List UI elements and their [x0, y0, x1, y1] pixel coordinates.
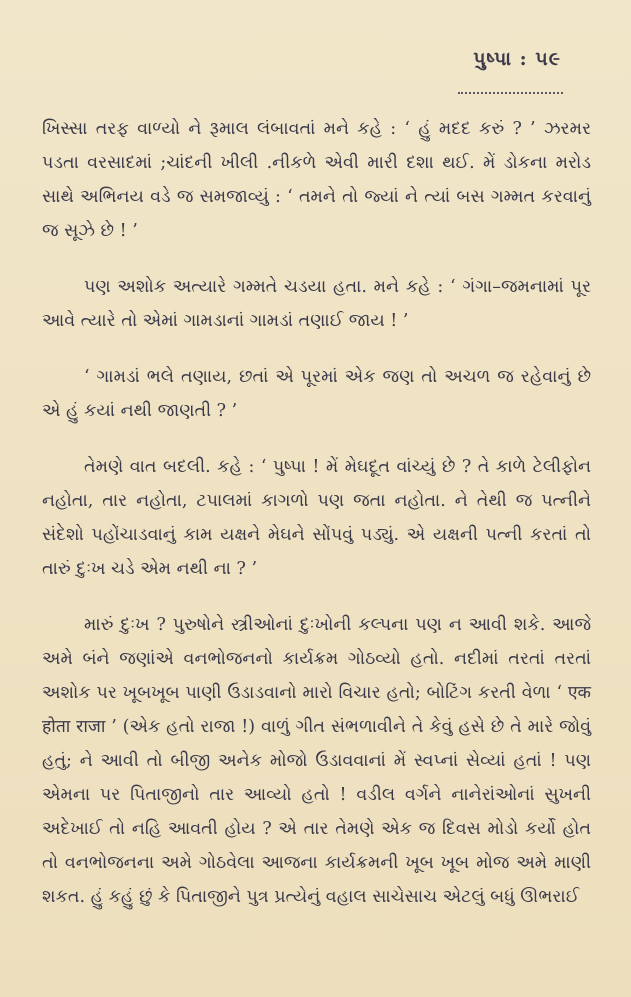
- paragraph-3: ‘ ગામડાં ભલે તણાય, છતાં એ પૂરમાં એક જણ તો અચળ જ રહેવાનું છે એ હું કયાં નથી જાણતી ? ’: [42, 367, 591, 421]
- header-dotted-rule: [458, 92, 563, 94]
- paragraph-5: મારું દુઃખ ? પુરુષોને સ્ત્રીઓનાં દુઃખોની કલ્પના પણ ન આવી શકે. આજે અમે બંને જણાંએ વનભોજનનો કાર્યક્રમ ગોઠવ્યો હતો. નદીમાં તરતાં તરતાં અશોક પર ખૂબખૂબ પાણી ઉડાડવાનો મારો વિચાર હતો; બોટિંગ કરતી વેળા ‘ एक होता राजा ’ (એક હતો રાજા !) વાળું ગીત સંભળાવીને તે કેવું હસે છે તે મારે જોવું હતું; ને આવી તો બીજી અનેક મોજો ઉડાવવાનાં મેં સ્વપ્નાં સેવ્યાં હતાં ! પણ એમના પર પિતાજીનો તાર આવ્યો હતો ! વડીલ વર્ગને નાનેરાંઓનાં સુખની અદેખાઈ તો નહિ આવતી હોય ? એ તાર તેમણે એક જ દિવસ મોડો કર્યો હોત તો વનભોજનના અમે ગોઠવેલા આજના કાર્યક્રમની ખૂબ ખૂબ મોજ અમે માણી શકત. હું કહું છું કે પિતાજીને પુત્ર પ્રત્યેનું વહાલ સાચેસાચ એટલું બધું ઊભરાઈ: [42, 615, 591, 907]
- page-body: [42, 112, 591, 914]
- running-head: પુષ્પા : ૫૯: [473, 48, 561, 70]
- paragraph-4: તેમણે વાત બદલી. કહે : ‘ પુષ્પા ! મેં મેઘદૂત વાંચ્યું છે ? તે કાળે ટેલીફોન નહોતા, તાર નહોતા, ટપાલમાં કાગળો પણ જતા નહોતા. ને તેથી જ પત્નીને સંદેશો પહોંચાડવાનું કામ યક્ષને મેઘને સોંપવું પડ્યું. એ યક્ષની પત્ની કરતાં તો તારું દુઃખ ચડે એમ નથી ના ? ’: [42, 457, 591, 579]
- paragraph-1: ખિસ્સા તરફ વાળ્યો ને રૂમાલ લંબાવતાં મને કહે : ‘ હું મદદ કરું ? ’ ઝરમર પડતા વરસાદમાં ;ચાંદની ખીલી .નીકળે એવી મારી દશા થઈ. મેં ડોકના મરોડ સાથે અભિનય વડે જ સમજાવ્યું : ‘ તમને તો જ્યાં ને ત્યાં બસ ગમ્મત કરવાનું જ સૂઝે છે ! ’: [42, 119, 591, 241]
- paragraph-2: પણ અશોક અત્યારે ગમ્મતે ચડયા હતા. મને કહે : ‘ ગંગા–જમનામાં પૂર આવે ત્યારે તો એમાં ગામડાનાં ગામડાં તણાઈ જાય ! ’: [42, 277, 591, 331]
